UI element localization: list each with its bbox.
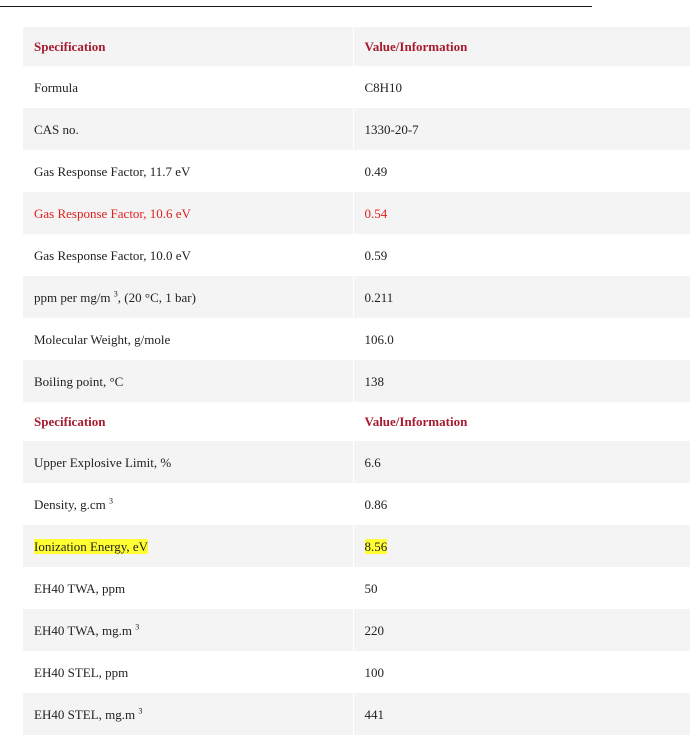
row-value: 0.49: [353, 150, 690, 192]
row-label: CAS no.: [23, 108, 353, 150]
row-label: [23, 276, 353, 318]
row-label: Boiling point, °C: [23, 360, 353, 402]
label-text: Density, g.cm: [34, 496, 106, 512]
row-value: 6.6: [353, 441, 690, 483]
row-label: EH40 STEL, ppm: [23, 651, 353, 693]
top-rule: [0, 6, 592, 7]
table-header-row: [23, 27, 690, 66]
table-row-highlighted-red: [23, 192, 690, 234]
table-row: [23, 567, 690, 609]
highlighted-label: Ionization Energy, eV: [34, 538, 149, 554]
row-label: [23, 525, 353, 567]
row-label: Molecular Weight, g/mole: [23, 318, 353, 360]
row-value: 0.86: [353, 483, 690, 525]
table-row: [23, 150, 690, 192]
row-value: C8H10: [353, 66, 690, 108]
label-text-suffix: , (20 °C, 1 bar): [117, 289, 196, 305]
superscript-exponent: 3: [138, 706, 143, 716]
table-row: [23, 441, 690, 483]
table-row: [23, 609, 690, 651]
header-value-information: Value/Information: [353, 402, 690, 441]
row-label: Gas Response Factor, 10.0 eV: [23, 234, 353, 276]
table-header-row: [23, 402, 690, 441]
row-label: Upper Explosive Limit, %: [23, 441, 353, 483]
superscript-exponent: 3: [108, 496, 113, 506]
superscript-exponent: 3: [135, 622, 140, 632]
table-row: [23, 360, 690, 402]
table-row: [23, 483, 690, 525]
table-row: [23, 693, 690, 735]
row-value: 0.59: [353, 234, 690, 276]
superscript-exponent: 3: [113, 289, 118, 299]
table-row: [23, 234, 690, 276]
row-value: 441: [353, 693, 690, 735]
row-label: Formula: [23, 66, 353, 108]
row-value: 138: [353, 360, 690, 402]
row-value: 100: [353, 651, 690, 693]
table-row: [23, 318, 690, 360]
header-value-information: Value/Information: [353, 27, 690, 66]
highlighted-value: 8.56: [364, 538, 388, 554]
row-value: 1330-20-7: [353, 108, 690, 150]
label-text: EH40 STEL, mg.m: [34, 706, 136, 722]
header-specification: Specification: [23, 402, 353, 441]
row-value: 50: [353, 567, 690, 609]
row-label: Gas Response Factor, 11.7 eV: [23, 150, 353, 192]
table-row: [23, 108, 690, 150]
row-label: [23, 693, 353, 735]
row-value: [353, 525, 690, 567]
table-row: [23, 276, 690, 318]
row-label: EH40 TWA, ppm: [23, 567, 353, 609]
table-row: [23, 651, 690, 693]
row-label: [23, 483, 353, 525]
header-specification: Specification: [23, 27, 353, 66]
row-value: 220: [353, 609, 690, 651]
row-value: 0.211: [353, 276, 690, 318]
row-value: 0.54: [353, 192, 690, 234]
table-row: [23, 66, 690, 108]
row-label: Gas Response Factor, 10.6 eV: [23, 192, 353, 234]
row-value: 106.0: [353, 318, 690, 360]
row-label: [23, 609, 353, 651]
label-text: EH40 TWA, mg.m: [34, 622, 132, 638]
label-text: ppm per mg/m: [34, 289, 111, 305]
table-row-highlighted-yellow: [23, 525, 690, 567]
specification-table: [23, 27, 690, 735]
